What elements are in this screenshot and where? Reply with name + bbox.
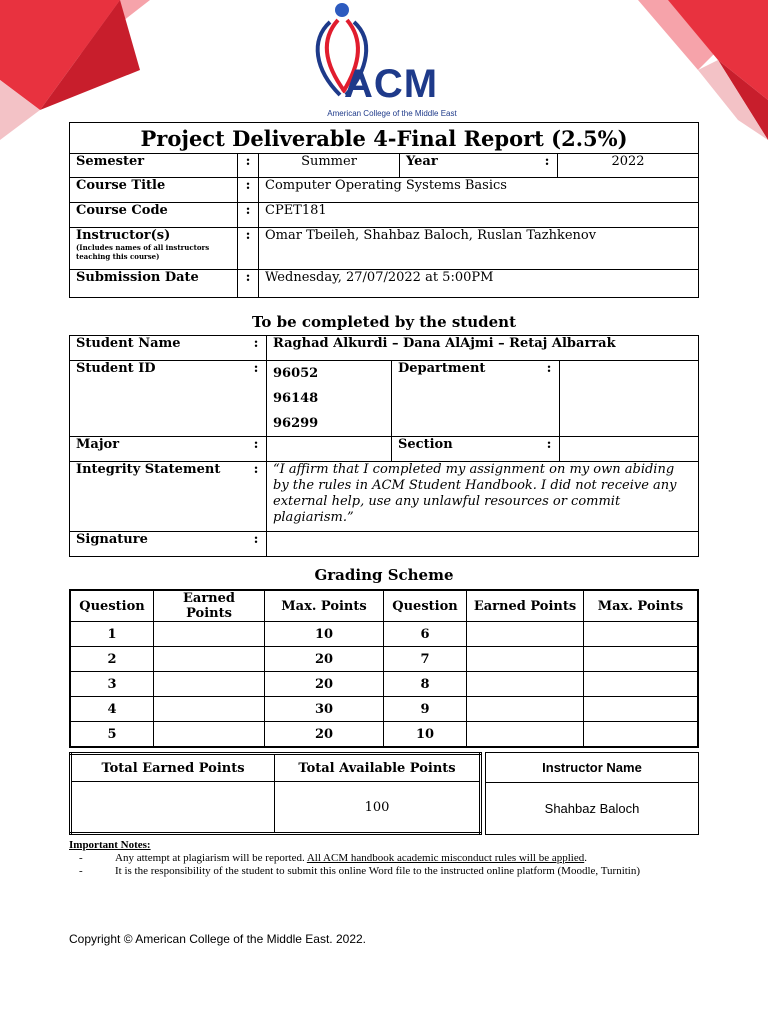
- colon: :: [246, 361, 267, 437]
- colon: :: [238, 178, 259, 203]
- colon: :: [238, 203, 259, 228]
- max-points: 20: [265, 672, 384, 697]
- student-id-label: Student ID: [70, 361, 247, 437]
- instructors-value: Omar Tbeileh, Shahbaz Baloch, Ruslan Tazhkenov: [259, 228, 699, 270]
- grading-table: [69, 589, 699, 748]
- earned-points-cell[interactable]: [154, 622, 265, 647]
- major-label: Major: [70, 437, 247, 462]
- colon: :: [246, 462, 267, 532]
- note-text-part: Any attempt at plagiarism will be reported.: [115, 852, 307, 864]
- note-text-underlined: All ACM handbook academic misconduct rules will be applied: [306, 852, 585, 864]
- table-row: [70, 622, 698, 647]
- column-header: Earned Points: [467, 590, 584, 622]
- colon: :: [246, 532, 267, 557]
- important-notes: [69, 839, 699, 877]
- student-id-value: 96299: [273, 416, 319, 431]
- colon: :: [539, 437, 560, 462]
- earned-points-cell[interactable]: [467, 622, 584, 647]
- department-value[interactable]: [560, 361, 699, 437]
- year-label: Year: [400, 154, 538, 178]
- colon: :: [246, 336, 267, 361]
- earned-points-cell[interactable]: [467, 672, 584, 697]
- student-name-label: Student Name: [70, 336, 247, 361]
- instructor-table: [485, 752, 699, 835]
- max-points: [584, 697, 699, 722]
- total-earned-label: Total Earned Points: [71, 754, 275, 782]
- max-points: 30: [265, 697, 384, 722]
- note-bullet: -: [79, 852, 83, 864]
- student-name-value: Raghad Alkurdi – Dana AlAjmi – Retaj Albarrak: [267, 336, 699, 361]
- student-id-list: [267, 361, 392, 437]
- question-number: 7: [384, 647, 467, 672]
- table-row: [70, 697, 698, 722]
- question-number: 1: [70, 622, 154, 647]
- submission-date-value: Wednesday, 27/07/2022 at 5:00PM: [259, 270, 699, 298]
- earned-points-cell[interactable]: [154, 697, 265, 722]
- note-text: [115, 852, 587, 864]
- submission-date-label: Submission Date: [70, 270, 238, 298]
- course-title-value: Computer Operating Systems Basics: [259, 178, 699, 203]
- instructor-name-value: Shahbaz Baloch: [486, 783, 699, 835]
- notes-title: Important Notes:: [69, 839, 151, 851]
- course-info-table: [69, 122, 699, 298]
- earned-points-cell[interactable]: [154, 647, 265, 672]
- table-row: [70, 672, 698, 697]
- semester-label: Semester: [70, 154, 238, 178]
- max-points: [584, 672, 699, 697]
- instructor-name-label: Instructor Name: [486, 753, 699, 783]
- question-number: 9: [384, 697, 467, 722]
- department-label: Department: [392, 361, 540, 437]
- max-points: [584, 647, 699, 672]
- question-number: 5: [70, 722, 154, 748]
- question-number: 3: [70, 672, 154, 697]
- column-header: Max. Points: [584, 590, 699, 622]
- earned-points-cell[interactable]: [467, 647, 584, 672]
- note-text: It is the responsibility of the student to submit this online Word file to the instructed online platform (Moodle, Turnitin): [115, 865, 641, 877]
- logo-name: ACM: [344, 62, 439, 106]
- grading-heading: Grading Scheme: [314, 566, 454, 584]
- integrity-statement: “I affirm that I completed my assignment on my own abiding by the rules in ACM Student Handbook. I did not receive any external help, use any unlawful resources or commit plagiarism.”: [267, 462, 699, 532]
- note-bullet: -: [79, 865, 83, 877]
- totals-table: [69, 752, 482, 835]
- student-id-value: 96148: [273, 391, 319, 406]
- total-available-value: 100: [275, 782, 481, 834]
- earned-points-cell[interactable]: [154, 722, 265, 748]
- semester-value: Summer: [259, 154, 400, 178]
- page-title: Project Deliverable 4-Final Report (2.5%): [70, 123, 699, 154]
- column-header: Max. Points: [265, 590, 384, 622]
- note-item: [69, 865, 699, 877]
- instructors-note: (Includes names of all instructors teaching this course): [76, 243, 210, 261]
- max-points: 10: [265, 622, 384, 647]
- integrity-label: Integrity Statement: [70, 462, 247, 532]
- colon: :: [246, 437, 267, 462]
- instructors-cell: [70, 228, 238, 270]
- column-header: Question: [70, 590, 154, 622]
- question-number: 10: [384, 722, 467, 748]
- section-value[interactable]: [560, 437, 699, 462]
- max-points: [584, 722, 699, 748]
- colon: :: [238, 270, 259, 298]
- total-available-label: Total Available Points: [275, 754, 481, 782]
- question-number: 2: [70, 647, 154, 672]
- student-info-table: [69, 335, 699, 557]
- student-id-value: 96052: [273, 366, 319, 381]
- colon: :: [539, 361, 560, 437]
- year-value: 2022: [558, 154, 699, 178]
- student-section-heading: To be completed by the student: [251, 313, 517, 331]
- note-item: [69, 852, 699, 864]
- major-value[interactable]: [267, 437, 392, 462]
- table-row: [70, 647, 698, 672]
- course-code-value: CPET181: [259, 203, 699, 228]
- question-number: 4: [70, 697, 154, 722]
- colon: :: [537, 154, 558, 178]
- earned-points-cell[interactable]: [467, 722, 584, 748]
- question-number: 6: [384, 622, 467, 647]
- course-title-label: Course Title: [70, 178, 238, 203]
- colon: :: [238, 154, 259, 178]
- total-earned-value[interactable]: [71, 782, 275, 834]
- copyright: Copyright © American College of the Middle East. 2022.: [69, 932, 366, 946]
- earned-points-cell[interactable]: [154, 672, 265, 697]
- signature-field[interactable]: [267, 532, 699, 557]
- question-number: 8: [384, 672, 467, 697]
- table-row: [70, 722, 698, 748]
- note-text-end: .: [584, 852, 587, 864]
- max-points: [584, 622, 699, 647]
- colon: :: [238, 228, 259, 270]
- max-points: 20: [265, 722, 384, 748]
- course-code-label: Course Code: [70, 203, 238, 228]
- max-points: 20: [265, 647, 384, 672]
- earned-points-cell[interactable]: [467, 697, 584, 722]
- column-header: Earned Points: [154, 590, 265, 622]
- column-header: Question: [384, 590, 467, 622]
- logo-subtitle: American College of the Middle East: [327, 109, 457, 118]
- instructors-label: Instructor(s): [76, 228, 171, 243]
- section-label: Section: [392, 437, 540, 462]
- signature-label: Signature: [70, 532, 247, 557]
